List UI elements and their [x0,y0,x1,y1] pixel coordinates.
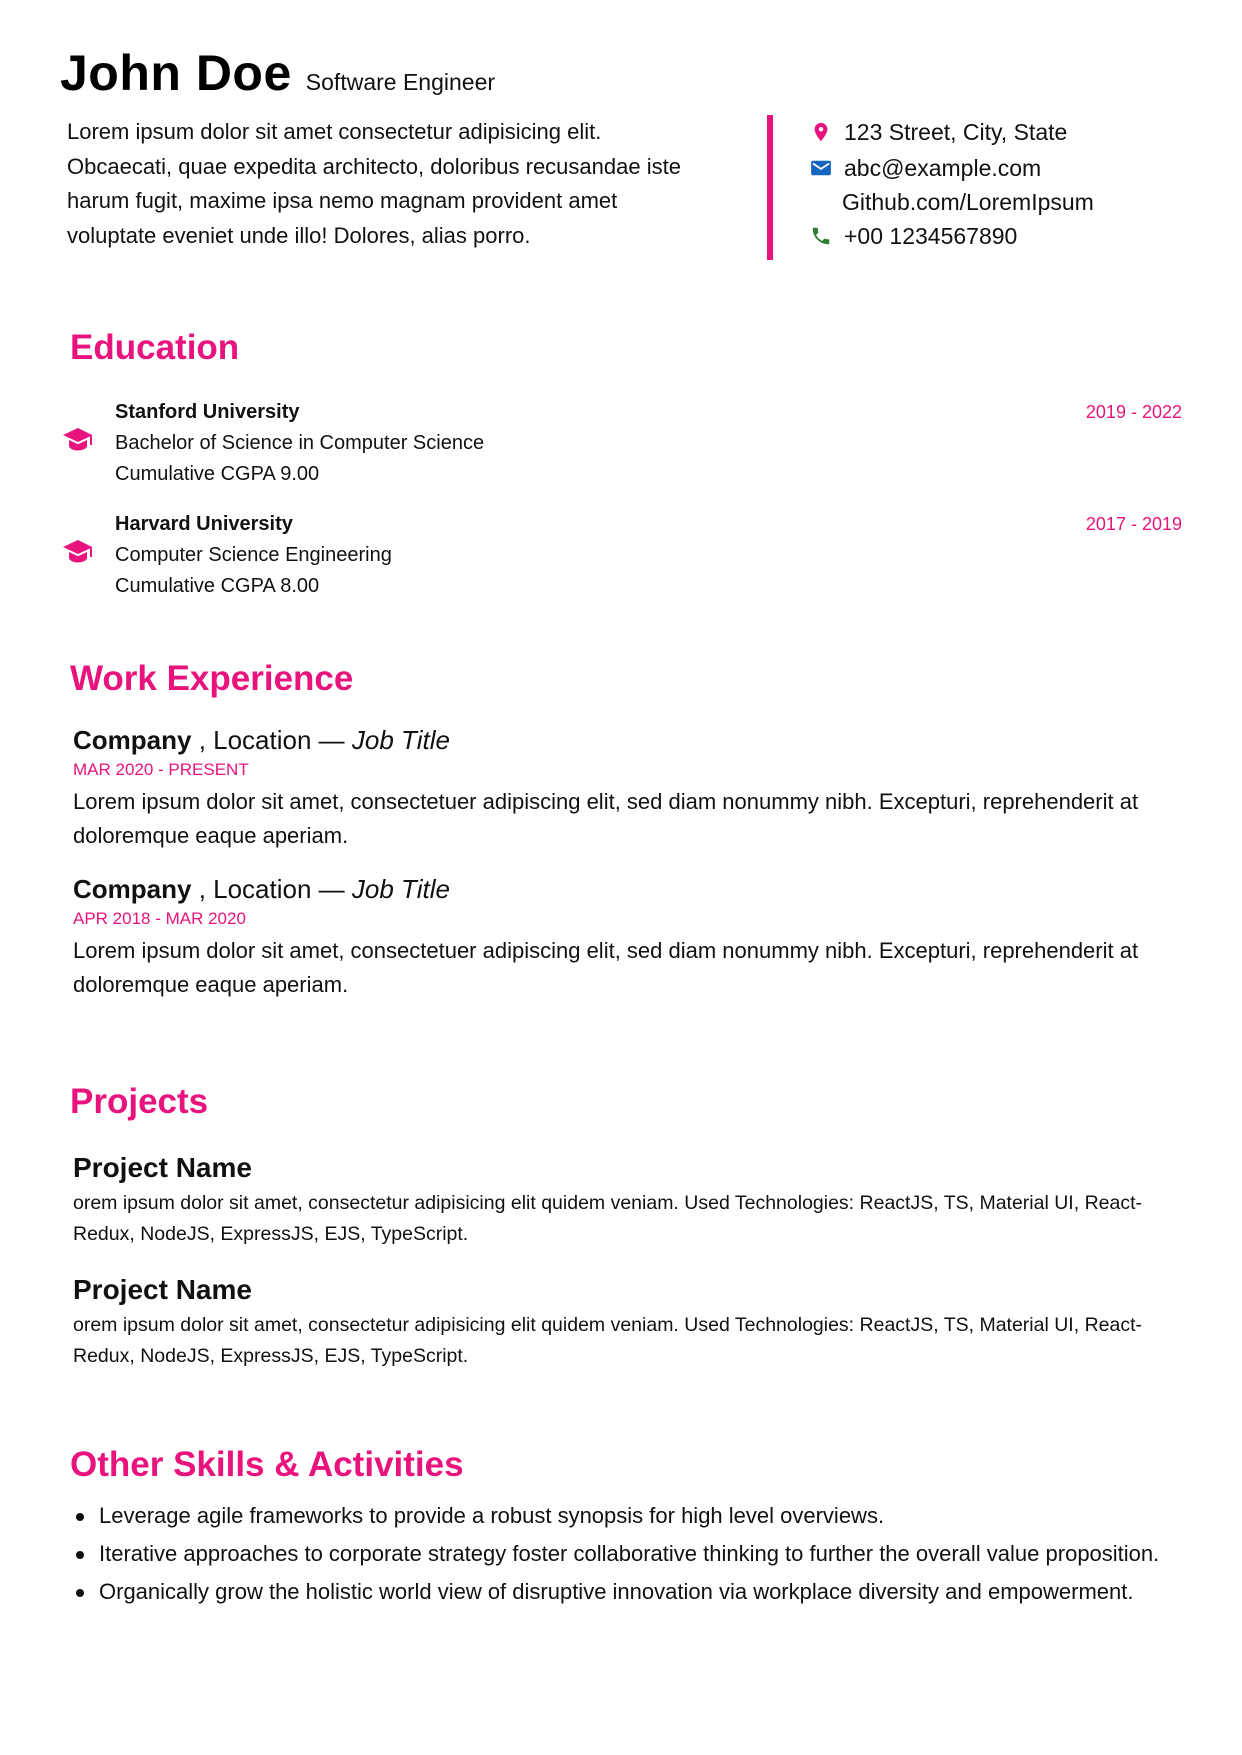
education-years: 2019 - 2022 [1085,402,1182,422]
project-item [73,1272,1183,1372]
graduation-cap-icon [62,537,94,567]
header-name-row [60,45,496,101]
education-heading: Education [70,328,240,367]
work-item-heading [73,872,1173,906]
project-description: orem ipsum dolor sit amet, consectetur adipisicing elit quidem veniam. Used Technologies: ReactJS, TS, Material UI, React-Redux, NodeJS, ExpressJS, EJS, TypeScript. [73,1314,1142,1367]
skills-list [72,1503,1192,1617]
education-school: Stanford University [115,401,300,423]
contact-address: 123 Street, City, State [844,118,1068,145]
location-pin-icon [808,119,834,145]
work-description: Lorem ipsum dolor sit amet, consectetuer adipiscing elit, sed diam nonummy nibh. Excepturi, reprehenderit at doloremque eaque aperiam. [73,789,1139,848]
contact-phone-row [808,218,1094,254]
work-company: Company [73,725,192,755]
work-description: Lorem ipsum dolor sit amet, consectetuer adipiscing elit, sed diam nonummy nibh. Excepturi, reprehenderit at doloremque eaque aperiam. [73,938,1139,997]
contact-email[interactable]: abc@example.com [844,154,1042,181]
education-degree: Bachelor of Science in Computer Science [115,432,485,454]
project-item [73,1150,1183,1250]
projects-heading: Projects [70,1082,209,1121]
work-location: , Location — [191,725,352,755]
contact-github[interactable]: Github.com/LoremIpsum [842,188,1094,215]
education-years: 2017 - 2019 [1085,514,1182,534]
work-job-title: Job Title [351,725,450,755]
work-job-title: Job Title [351,874,450,904]
contact-block [808,114,1094,254]
skill-item: Organically grow the holistic world view of disruptive innovation via workplace diversity and empowerment. [72,1579,1192,1605]
profile-summary: Lorem ipsum dolor sit amet consectetur adipisicing elit. Obcaecati, quae expedita architecto, doloribus recusandae iste harum fugit, maxime ipsa nemo magnam provident amet voluptate eveniet unde illo! Dolores, alias porro. [67,119,681,248]
work-item [73,872,1173,1002]
contact-phone: +00 1234567890 [844,222,1018,249]
education-item [60,509,1182,602]
person-role: Software Engineer [305,69,496,95]
education-degree: Computer Science Engineering [115,544,392,566]
work-company: Company [73,874,192,904]
contact-divider [767,115,773,260]
contact-address-row [808,114,1094,150]
work-item [73,723,1173,853]
education-cgpa: Cumulative CGPA 9.00 [115,463,320,485]
education-item [60,397,1182,490]
project-description: orem ipsum dolor sit amet, consectetur adipisicing elit quidem veniam. Used Technologies: ReactJS, TS, Material UI, React-Redux, NodeJS, ExpressJS, EJS, TypeScript. [73,1192,1142,1245]
contact-github-row [808,186,1094,218]
project-name: Project Name [73,1152,252,1183]
skills-heading: Other Skills & Activities [70,1445,464,1484]
education-school: Harvard University [115,513,293,535]
education-cgpa: Cumulative CGPA 8.00 [115,575,320,597]
person-name: John Doe [60,45,292,101]
work-dates: APR 2018 - MAR 2020 [73,909,246,928]
phone-icon [808,223,834,249]
work-dates: MAR 2020 - PRESENT [73,760,249,779]
skill-item: Leverage agile frameworks to provide a robust synopsis for high level overviews. [72,1503,1192,1529]
work-item-heading [73,723,1173,757]
work-location: , Location — [191,874,352,904]
graduation-cap-icon [62,425,94,455]
project-name: Project Name [73,1274,252,1305]
contact-email-row [808,150,1094,186]
skill-item: Iterative approaches to corporate strategy foster collaborative thinking to further the overall value proposition. [72,1541,1192,1567]
email-icon [808,155,834,181]
work-experience-heading: Work Experience [70,659,354,698]
